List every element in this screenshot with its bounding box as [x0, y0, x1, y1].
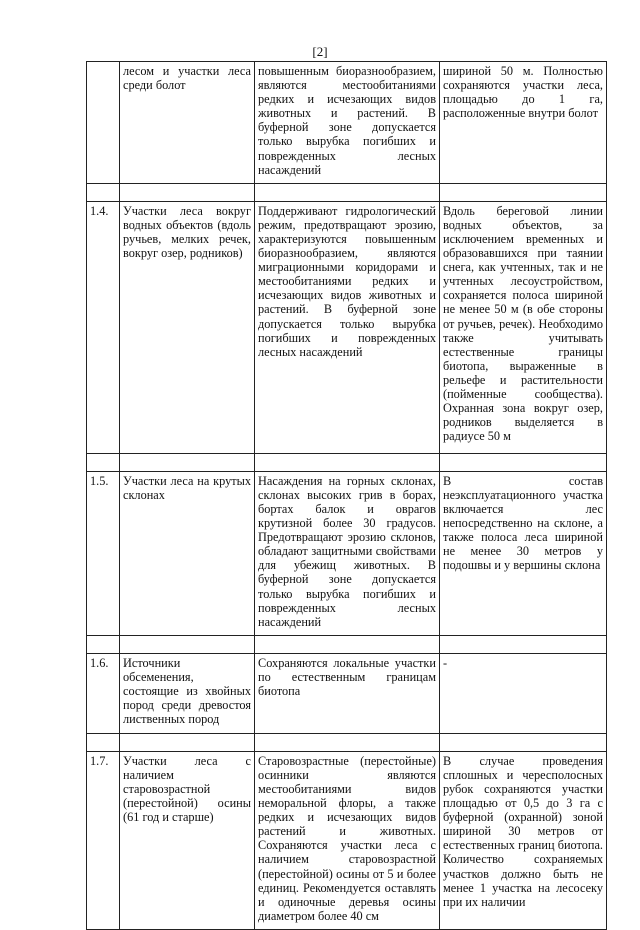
- row-name: лесом и участки леса среди болот: [120, 62, 255, 184]
- table-row: [87, 62, 607, 184]
- row-number: 1.4.: [87, 201, 120, 453]
- row-requirement: -: [440, 653, 607, 733]
- row-number: 1.7.: [87, 751, 120, 929]
- row-description: Насаждения на горных склонах, склонах высоких грив в борах, бортах балок и оврагов крутизной более 30 градусов. Предотвращают эрозию склонов, обладают защитными свойствами для убежищ животных. В буферной зоне допускается только вырубка погибших и поврежденных лесных насаждений: [255, 471, 440, 635]
- row-requirement: шириной 50 м. Полностью сохраняются участки леса, площадью до 1 га, расположенные внутри болот: [440, 62, 607, 184]
- row-separator: [87, 183, 607, 201]
- row-requirement: В случае проведения сплошных и чересполосных рубок сохраняются участки площадью от 0,5 до 3 га с буферной (охранной) зоной шириной 30 метров от естественных границ биотопа. Количество сохраняемых участков должно быть не менее 1 участка на лесосеку при их наличии: [440, 751, 607, 929]
- table-row: [87, 471, 607, 635]
- row-separator: [87, 453, 607, 471]
- row-number: 1.5.: [87, 471, 120, 635]
- forest-areas-table: [86, 61, 607, 930]
- row-description: Старовозрастные (перестойные) осинники являются местообитаниями видов неморальной флоры, а также редких и исчезающих видов растений и животных. Сохраняются участки леса с наличием старовозрастной (перестойной) осины от 5 и более единиц. Рекомендуется оставлять и одиночные деревья осины диаметром более 40 см: [255, 751, 440, 929]
- row-description: Сохраняются локальные участки по естественным границам биотопа: [255, 653, 440, 733]
- row-description: повышенным биоразнообразием, являются местообитаниями редких и исчезающих видов животных и растений. В буферной зоне допускается только вырубка погибших и поврежденных лесных насаждений: [255, 62, 440, 184]
- row-requirement: Вдоль береговой линии водных объектов, за исключением временных и образовавшихся при таянии снега, как учтенных, так и не учтенных лесоустройством, сохраняется полоса шириной не менее 50 м (в обе стороны от ручьев, речек). Необходимо также учитывать естественные границы биотопа, выраженные в рельефе и растительности (пойменные сообщества). Охранная зона вокруг озер, родников выделяется в радиусе 50 м: [440, 201, 607, 453]
- row-number: [87, 62, 120, 184]
- table-row: [87, 653, 607, 733]
- row-name: Участки леса с наличием старовозрастной (перестойной) осины (61 год и старше): [120, 751, 255, 929]
- row-name: Источники обсеменения, состоящие из хвойных пород среди древостоя лиственных пород: [120, 653, 255, 733]
- row-name: Участки леса вокруг водных объектов (вдоль ручьев, мелких речек, вокруг озер, родников): [120, 201, 255, 453]
- table-row: [87, 201, 607, 453]
- table-row: [87, 751, 607, 929]
- row-description: Поддерживают гидрологический режим, предотвращают эрозию, характеризуются повышенным биоразнообразием, являются миграционными коридорами и местообитаниями редких и исчезающих видов животных и растений. В буферной зоне допускается только вырубка погибших и поврежденных лесных насаждений: [255, 201, 440, 453]
- row-number: 1.6.: [87, 653, 120, 733]
- page-number: [2]: [312, 44, 328, 59]
- row-requirement: В состав неэксплуатационного участка включается лес непосредственно на склоне, а также полоса леса шириной не менее 30 метров у подошвы и у вершины склона: [440, 471, 607, 635]
- row-name: Участки леса на крутых склонах: [120, 471, 255, 635]
- row-separator: [87, 733, 607, 751]
- row-separator: [87, 635, 607, 653]
